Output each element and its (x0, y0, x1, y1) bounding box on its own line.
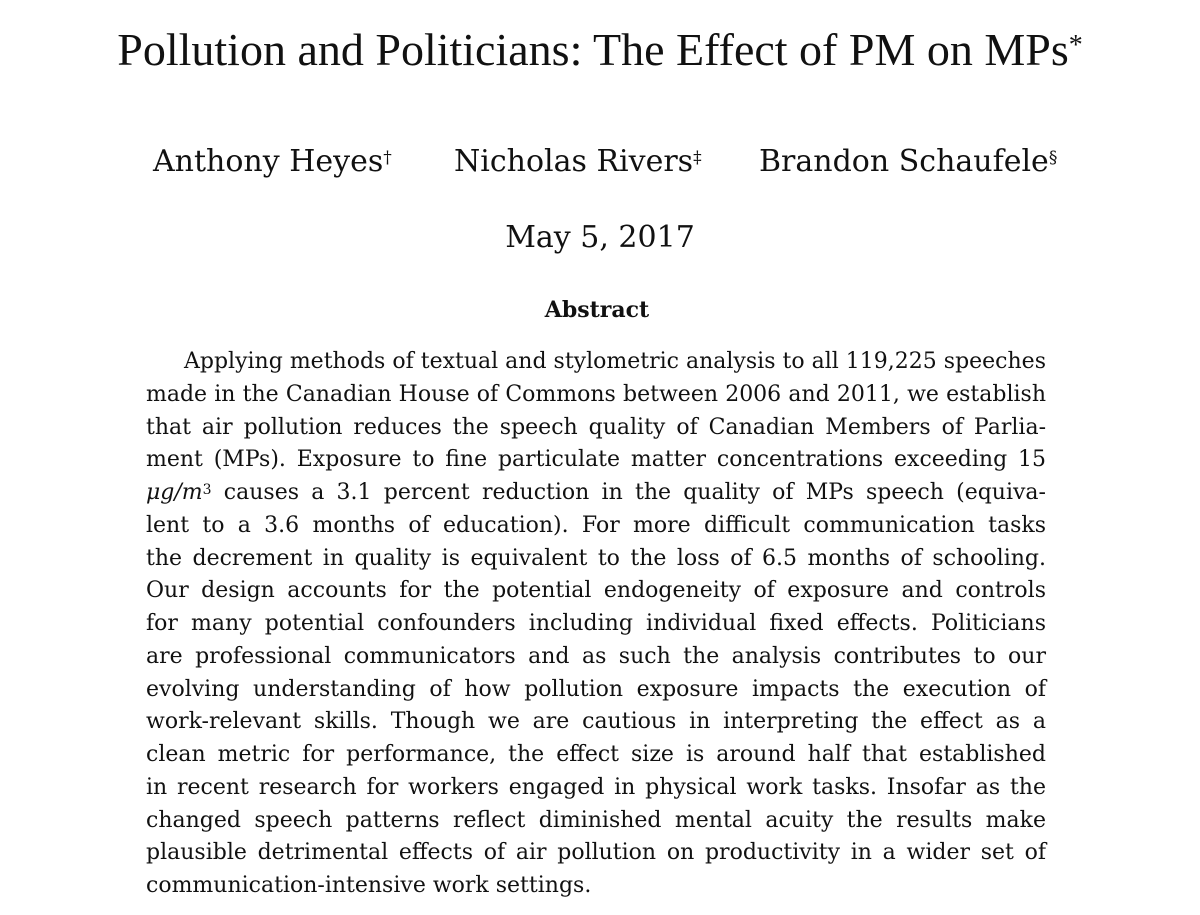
abstract-line: for many potential confounders including individual fixed effects. Politicians (146, 611, 1046, 636)
abstract-line-unit (146, 477, 1046, 510)
unit-base: μg/m (146, 480, 203, 505)
abstract-body (146, 346, 1046, 903)
author-3 (759, 142, 1057, 182)
abstract-line: are professional communicators and as such the analysis contributes to our (146, 643, 1046, 669)
abstract-line-rest: causes a 3.1 percent reduction in the quality of MPs speech (equiva- (223, 480, 1046, 505)
abstract-line: plausible detrimental effects of air pollution on productivity in a wider set of (146, 840, 1046, 866)
paper-date: May 5, 2017 (505, 220, 695, 255)
abstract-line: lent to a 3.6 months of education). For more difficult communication tasks (146, 512, 1046, 538)
abstract-line: ment (MPs). Exposure to fine particulate matter concentrations exceeding 15 (146, 447, 1046, 473)
title-footnote-mark: * (1068, 30, 1083, 61)
author-1 (153, 142, 392, 182)
abstract-line: the decrement in quality is equivalent to the loss of 6.5 months of schooling. (146, 545, 1046, 571)
author-name: Anthony Heyes (153, 144, 384, 179)
abstract-line: clean metric for performance, the effect size is around half that established (146, 742, 1046, 767)
author-name: Nicholas Rivers (454, 144, 694, 179)
abstract-line-last: communication-intensive work settings. (146, 873, 592, 898)
abstract-line: in recent research for workers engaged in physical work tasks. Insofar as the (146, 774, 1046, 800)
unit-exponent: 3 (202, 482, 212, 498)
abstract-line: evolving understanding of how pollution exposure impacts the execution of (146, 676, 1046, 702)
author-footnote-mark: ‡ (693, 148, 702, 168)
abstract-line: Applying methods of textual and stylometric analysis to all 119,225 speeches (184, 349, 1046, 374)
paper-title (0, 22, 1200, 78)
abstract-heading: Abstract (544, 297, 650, 323)
paper-title-text: Pollution and Politicians: The Effect of PM on MPs (117, 24, 1069, 75)
abstract-line: made in the Canadian House of Commons between 2006 and 2011, we establish (146, 381, 1046, 407)
abstract-line: Our design accounts for the potential endogeneity of exposure and controls (146, 578, 1046, 604)
author-footnote-mark: § (1048, 148, 1058, 168)
author-2 (454, 142, 702, 182)
abstract-line: changed speech patterns reflect diminished mental acuity the results make (146, 807, 1046, 833)
author-name: Brandon Schaufele (759, 144, 1049, 179)
abstract-line: work-relevant skills. Though we are cautious in interpreting the effect as a (146, 709, 1046, 735)
author-footnote-mark: † (383, 148, 392, 168)
abstract-line: that air pollution reduces the speech quality of Canadian Members of Parlia- (146, 414, 1046, 440)
